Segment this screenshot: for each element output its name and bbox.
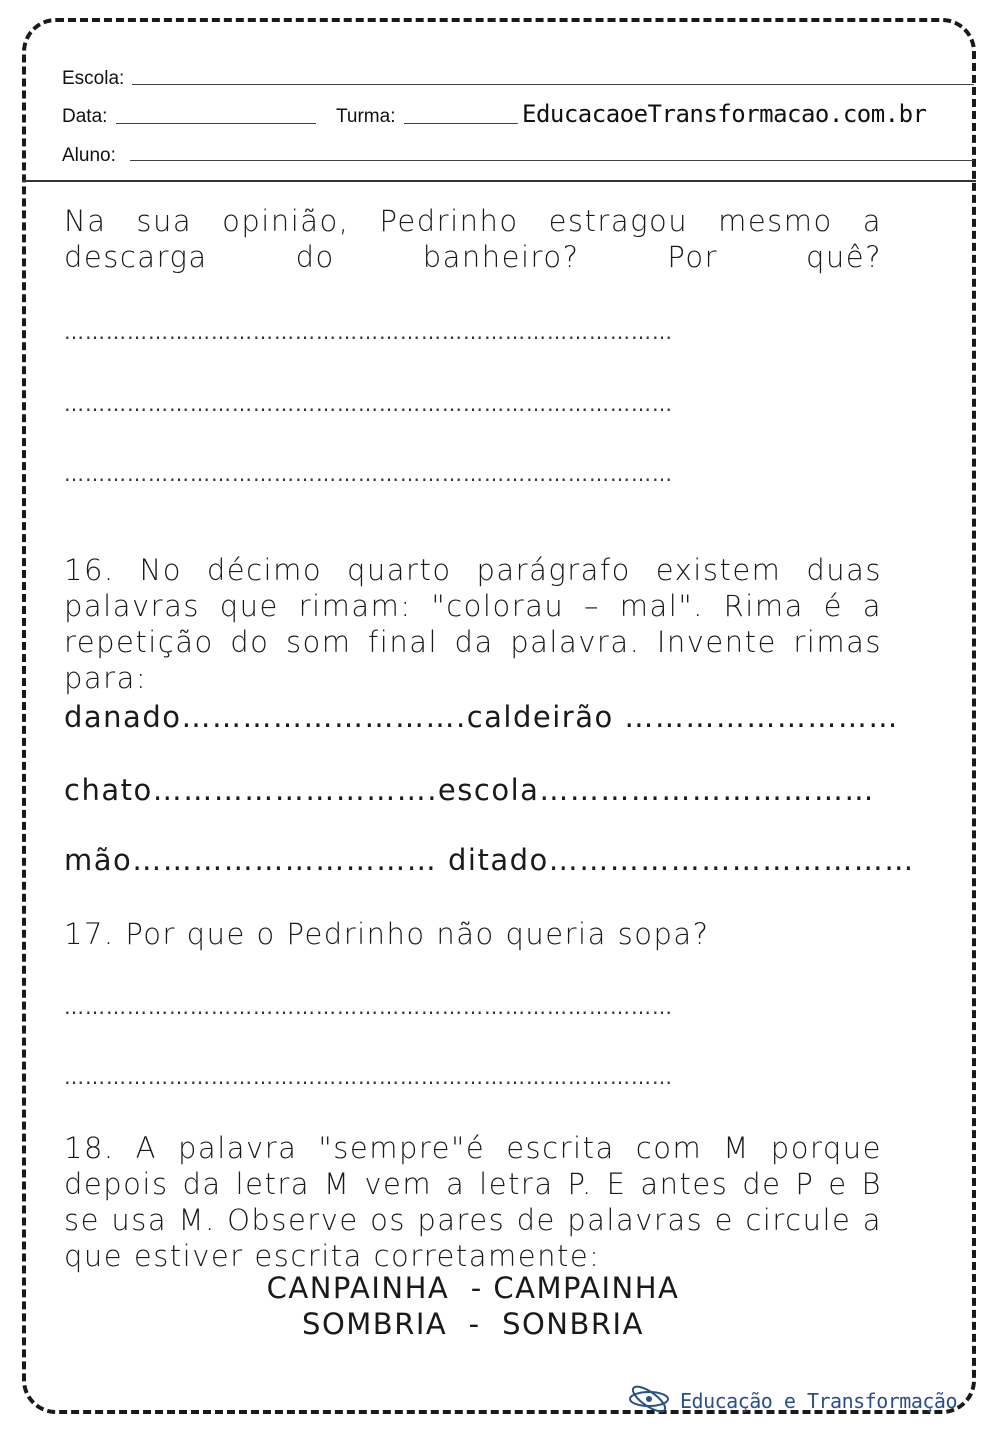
- question-15-text: Na sua opinião, Pedrinho estragou mesmo a descarga do banheiro? Por quê?: [64, 204, 882, 274]
- word-pair[interactable]: SOMBRIA - SONBRIA: [302, 1307, 644, 1341]
- date-input-line[interactable]: [116, 123, 316, 124]
- answer-line[interactable]: ……………………………………………………………………………: [64, 995, 673, 1019]
- question-18-text: 18. A palavra "sempre"é escrita com M porque depois da letra M vem a letra P. E antes de P e B se usa M. Observe os pares de palavras e circule a que estiver escrita corretamente:: [64, 1131, 882, 1273]
- rhyme-row[interactable]: chato……………………….escola……………………………: [64, 773, 875, 807]
- answer-line[interactable]: ……………………………………………………………………………: [64, 392, 673, 416]
- word-pair[interactable]: CANPAINHA - CAMPAINHA: [266, 1271, 680, 1305]
- answer-line[interactable]: ……………………………………………………………………………: [64, 320, 673, 344]
- question-17-text: 17. Por que o Pedrinho não queria sopa?: [64, 917, 710, 951]
- answer-line[interactable]: ……………………………………………………………………………: [64, 1065, 673, 1089]
- school-label: Escola:: [62, 68, 125, 89]
- class-label: Turma:: [336, 106, 396, 127]
- rhyme-row[interactable]: danado……………………….caldeirão ………………………: [64, 700, 899, 734]
- student-input-line[interactable]: [130, 160, 974, 161]
- date-label: Data:: [62, 106, 108, 127]
- header-separator: [22, 180, 976, 182]
- answer-line[interactable]: ……………………………………………………………………………: [64, 462, 673, 486]
- school-input-line[interactable]: [132, 84, 974, 85]
- student-label: Aluno:: [62, 145, 116, 166]
- class-input-line[interactable]: [404, 123, 518, 124]
- atom-logo-icon: [628, 1385, 670, 1417]
- footer-brand: [628, 1385, 957, 1417]
- footer-brand-text: Educação e Transformação: [680, 1389, 957, 1413]
- question-16-text: 16. No décimo quarto parágrafo existem duas palavras que rimam: "colorau – mal". Rima é a repetição do som final da palavra. Invente rimas para:: [64, 553, 882, 695]
- site-url: EducacaoeTransformacao.com.br: [522, 100, 927, 128]
- rhyme-row[interactable]: mão………………………… ditado………………………………: [64, 843, 915, 877]
